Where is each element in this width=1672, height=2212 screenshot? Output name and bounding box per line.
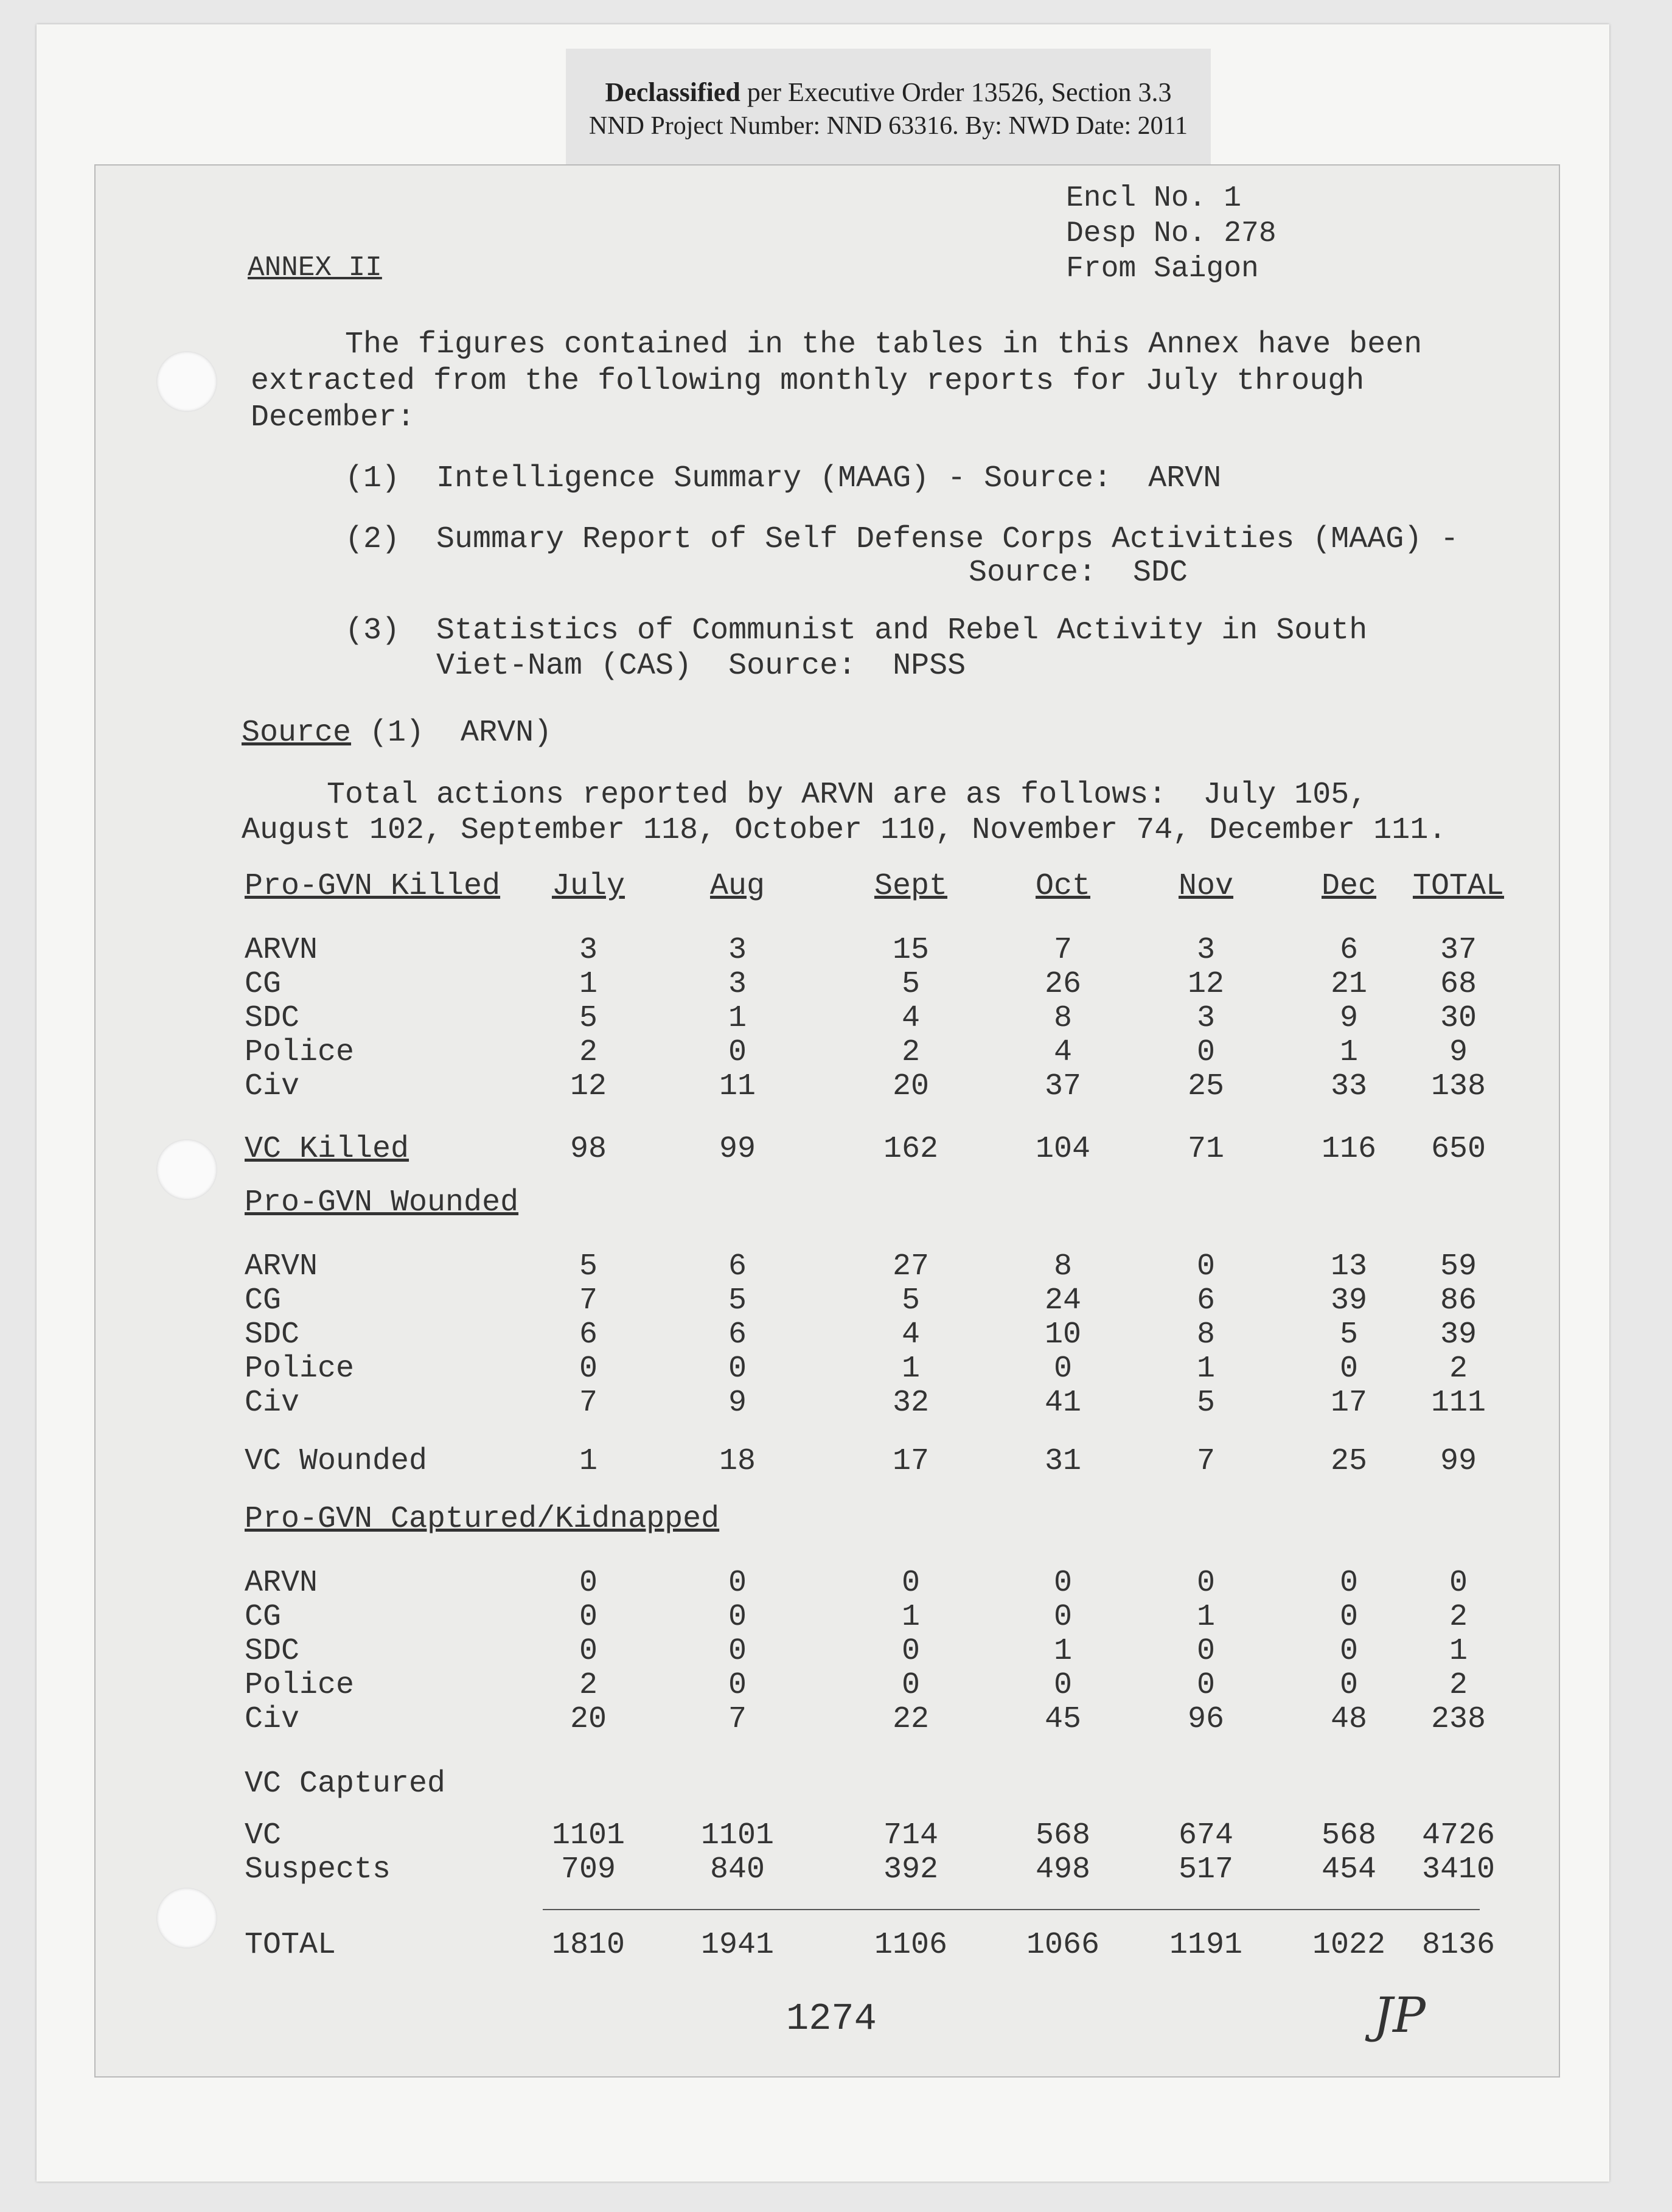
cell: 6 — [728, 1249, 747, 1284]
table-row — [96, 1704, 1559, 1739]
source-2-source: Source: SDC — [969, 556, 1188, 590]
table-header-row — [96, 871, 1559, 905]
source-3-number: (3) — [345, 613, 400, 648]
cell: 111 — [1430, 1386, 1486, 1420]
cell: 0 — [728, 1634, 747, 1669]
row-label: Civ — [245, 1069, 300, 1104]
total-row — [96, 1930, 1559, 1964]
source-1-text: Intelligence Summary (MAAG) - Source: ARVN — [436, 461, 1222, 496]
stamp-order: per Executive Order 13526, Section 3.3 — [740, 77, 1172, 107]
cell: 21 — [1330, 967, 1367, 1002]
cell: 3 — [728, 967, 747, 1002]
table-row — [96, 1283, 1559, 1320]
cell: 4 — [901, 1001, 920, 1036]
cell: 5 — [579, 1001, 597, 1036]
cell: 9 — [728, 1386, 747, 1420]
cell: 1066 — [1026, 1928, 1100, 1963]
table-row — [96, 1568, 1559, 1602]
cell: 2 — [579, 1668, 597, 1703]
source-2-number: (2) — [345, 522, 400, 557]
cell: 41 — [1044, 1386, 1081, 1420]
row-label: Civ — [245, 1386, 300, 1420]
stamp-line-1 — [566, 77, 1211, 108]
table-row — [96, 1670, 1559, 1704]
cell: 39 — [1440, 1317, 1477, 1352]
cell: 3 — [579, 933, 597, 968]
cell: 0 — [579, 1634, 597, 1669]
table-row — [96, 1852, 1559, 1889]
cell: 392 — [883, 1852, 938, 1887]
cell: 0 — [728, 1566, 747, 1600]
cell: 1 — [579, 1444, 597, 1479]
cell: 9 — [1449, 1035, 1468, 1070]
cell: 568 — [1035, 1818, 1090, 1853]
cell: 7 — [579, 1283, 597, 1318]
total-rule — [543, 1909, 1480, 1910]
row-label: Civ — [245, 1702, 300, 1737]
cell: 0 — [728, 1600, 747, 1635]
col-july: July — [551, 869, 625, 904]
page-number: 1274 — [786, 1997, 877, 2040]
cell: 1191 — [1169, 1928, 1243, 1963]
cell: 96 — [1187, 1702, 1224, 1737]
cell: 0 — [1339, 1668, 1358, 1703]
cell: 24 — [1044, 1283, 1081, 1318]
source-heading — [242, 718, 552, 748]
vc-killed-row — [96, 1134, 1559, 1168]
row-label: SDC — [245, 1317, 300, 1352]
handwritten-initials: JP — [1373, 1987, 1426, 2043]
cell: 709 — [560, 1852, 616, 1887]
cell: 32 — [892, 1386, 929, 1420]
row-label: SDC — [245, 1634, 300, 1669]
row-label: VC — [245, 1818, 282, 1853]
row-label: ARVN — [245, 933, 318, 968]
source-2-text: Summary Report of Self Defense Corps Activities (MAAG) - — [436, 522, 1459, 557]
punch-hole — [156, 351, 217, 412]
cell: 517 — [1178, 1852, 1233, 1887]
cell: 0 — [1053, 1352, 1072, 1386]
cell: 3 — [1196, 933, 1215, 968]
cell: 0 — [1339, 1566, 1358, 1600]
cell: 68 — [1440, 967, 1477, 1002]
cell: 12 — [1187, 967, 1224, 1002]
cell: 86 — [1440, 1283, 1477, 1318]
cell: 1810 — [551, 1928, 625, 1963]
cell: 0 — [579, 1600, 597, 1635]
cell: 59 — [1440, 1249, 1477, 1284]
cell: 0 — [1449, 1566, 1468, 1600]
cell: 0 — [1196, 1566, 1215, 1600]
cell: 0 — [579, 1566, 597, 1600]
cell: 13 — [1330, 1249, 1367, 1284]
col-oct: Oct — [1035, 869, 1090, 904]
cell: 6 — [1339, 933, 1358, 968]
cell: 7 — [728, 1702, 747, 1737]
cell: 71 — [1187, 1132, 1224, 1167]
cell: 7 — [1053, 933, 1072, 968]
cell: 8 — [1053, 1001, 1072, 1036]
cell: 0 — [728, 1035, 747, 1070]
cell: 3 — [1196, 1001, 1215, 1036]
cell: 5 — [1196, 1386, 1215, 1420]
row-label: ARVN — [245, 1566, 318, 1600]
cell: 1 — [1053, 1634, 1072, 1669]
cell: 1106 — [874, 1928, 948, 1963]
cell: 39 — [1330, 1283, 1367, 1318]
table-row — [96, 1317, 1559, 1354]
cell: 4 — [901, 1317, 920, 1352]
cell: 0 — [1053, 1566, 1072, 1600]
stamp-line-2: NND Project Number: NND 63316. By: NWD Date: 2011 — [588, 112, 1188, 140]
enclosure-number: Encl No. 1 — [1066, 182, 1242, 215]
cell: 5 — [901, 1283, 920, 1318]
killed-heading: Pro-GVN Killed — [245, 869, 501, 904]
cell: 6 — [1196, 1283, 1215, 1318]
cell: 0 — [1196, 1035, 1215, 1070]
cell: 138 — [1430, 1069, 1486, 1104]
cell: 5 — [579, 1249, 597, 1284]
source-heading-rest: (1) ARVN) — [351, 716, 552, 750]
cell: 5 — [728, 1283, 747, 1318]
document-page — [94, 164, 1560, 2078]
table-row — [96, 935, 1559, 969]
cell: 0 — [1339, 1352, 1358, 1386]
cell: 840 — [709, 1852, 765, 1887]
intro-line-1: The figures contained in the tables in this Annex have been — [345, 327, 1423, 362]
cell: 1022 — [1312, 1928, 1386, 1963]
cell: 1 — [901, 1600, 920, 1635]
cell: 1941 — [700, 1928, 775, 1963]
cell: 15 — [892, 933, 929, 968]
cell: 0 — [1053, 1668, 1072, 1703]
row-label: VC Wounded — [245, 1444, 428, 1479]
row-label: CG — [245, 967, 282, 1002]
from-location: From Saigon — [1066, 253, 1259, 285]
source-3-source: Viet-Nam (CAS) Source: NPSS — [436, 649, 966, 683]
despatch-number: Desp No. 278 — [1066, 217, 1277, 250]
cell: 48 — [1330, 1702, 1367, 1737]
table-row — [96, 1035, 1559, 1072]
source-1-number: (1) — [345, 461, 400, 496]
cell: 1 — [1449, 1634, 1468, 1669]
cell: 0 — [1339, 1634, 1358, 1669]
cell: 98 — [570, 1132, 607, 1167]
cell: 162 — [883, 1132, 938, 1167]
col-total: TOTAL — [1412, 869, 1505, 904]
cell: 2 — [579, 1035, 597, 1070]
cell: 714 — [883, 1818, 938, 1853]
cell: 25 — [1187, 1069, 1224, 1104]
cell: 11 — [719, 1069, 756, 1104]
cell: 8 — [1196, 1317, 1215, 1352]
source-3-text: Statistics of Communist and Rebel Activity in South — [436, 613, 1368, 648]
cell: 1 — [1339, 1035, 1358, 1070]
cell: 17 — [892, 1444, 929, 1479]
cell: 1101 — [700, 1818, 775, 1853]
intro-line-3: December: — [251, 400, 416, 435]
cell: 3410 — [1421, 1852, 1496, 1887]
cell: 2 — [1449, 1352, 1468, 1386]
cell: 5 — [901, 967, 920, 1002]
cell: 4726 — [1421, 1818, 1496, 1853]
cell: 8136 — [1421, 1928, 1496, 1963]
row-label: CG — [245, 1600, 282, 1635]
col-dec: Dec — [1321, 869, 1376, 904]
cell: 27 — [892, 1249, 929, 1284]
cell: 1 — [579, 967, 597, 1002]
cell: 45 — [1044, 1702, 1081, 1737]
actions-line-2: August 102, September 118, October 110, November 74, December 111. — [242, 813, 1447, 848]
row-label: Police — [245, 1352, 355, 1386]
cell: 0 — [1053, 1600, 1072, 1635]
col-aug: Aug — [709, 869, 765, 904]
intro-line-2: extracted from the following monthly reports for July through — [251, 364, 1365, 399]
cell: 116 — [1321, 1132, 1376, 1167]
cell: 31 — [1044, 1444, 1081, 1479]
cell: 0 — [901, 1634, 920, 1669]
table-row — [96, 1602, 1559, 1636]
cell: 1 — [1196, 1352, 1215, 1386]
cell: 99 — [1440, 1444, 1477, 1479]
row-label: Police — [245, 1035, 355, 1070]
cell: 0 — [1196, 1634, 1215, 1669]
row-label: Police — [245, 1668, 355, 1703]
table-row — [96, 1388, 1559, 1422]
cell: 7 — [579, 1386, 597, 1420]
cell: 33 — [1330, 1069, 1367, 1104]
cell: 2 — [1449, 1600, 1468, 1635]
row-label: VC Killed — [245, 1132, 409, 1167]
cell: 9 — [1339, 1001, 1358, 1036]
cell: 0 — [728, 1668, 747, 1703]
cell: 7 — [1196, 1444, 1215, 1479]
cell: 12 — [570, 1069, 607, 1104]
table-row — [96, 1354, 1559, 1388]
cell: 0 — [1196, 1249, 1215, 1284]
cell: 674 — [1178, 1818, 1233, 1853]
table-row — [96, 1249, 1559, 1286]
row-label: Suspects — [245, 1852, 391, 1887]
cell: 568 — [1321, 1818, 1376, 1853]
row-label: SDC — [245, 1001, 300, 1036]
col-sept: Sept — [874, 869, 948, 904]
source-heading-label: Source — [242, 716, 352, 750]
cell: 454 — [1321, 1852, 1376, 1887]
cell: 99 — [719, 1132, 756, 1167]
cell: 3 — [728, 933, 747, 968]
cell: 498 — [1035, 1852, 1090, 1887]
actions-line-1: Total actions reported by ARVN are as follows: July 105, — [327, 778, 1368, 812]
cell: 25 — [1330, 1444, 1367, 1479]
cell: 18 — [719, 1444, 756, 1479]
cell: 104 — [1035, 1132, 1090, 1167]
wounded-heading: Pro-GVN Wounded — [245, 1185, 519, 1220]
col-nov: Nov — [1178, 869, 1233, 904]
cell: 1 — [728, 1001, 747, 1036]
table-row — [96, 1069, 1559, 1106]
vc-captured-heading: VC Captured — [245, 1767, 446, 1801]
cell: 8 — [1053, 1249, 1072, 1284]
cell: 0 — [1196, 1668, 1215, 1703]
captured-heading: Pro-GVN Captured/Kidnapped — [245, 1502, 720, 1537]
cell: 0 — [728, 1352, 747, 1386]
row-label: ARVN — [245, 1249, 318, 1284]
declassification-stamp — [566, 49, 1211, 164]
cell: 650 — [1430, 1132, 1486, 1167]
cell: 6 — [728, 1317, 747, 1352]
cell: 20 — [570, 1702, 607, 1737]
cell: 0 — [901, 1668, 920, 1703]
cell: 2 — [901, 1035, 920, 1070]
cell: 37 — [1440, 933, 1477, 968]
cell: 30 — [1440, 1001, 1477, 1036]
cell: 2 — [1449, 1668, 1468, 1703]
table-row — [96, 1818, 1559, 1855]
table-row — [96, 969, 1559, 1003]
cell: 37 — [1044, 1069, 1081, 1104]
cell: 238 — [1430, 1702, 1486, 1737]
cell: 17 — [1330, 1386, 1367, 1420]
cell: 6 — [579, 1317, 597, 1352]
cell: 10 — [1044, 1317, 1081, 1352]
cell: 22 — [892, 1702, 929, 1737]
table-row — [96, 1003, 1559, 1038]
cell: 5 — [1339, 1317, 1358, 1352]
cell: 0 — [901, 1566, 920, 1600]
cell: 1 — [1196, 1600, 1215, 1635]
cell: 1101 — [551, 1818, 625, 1853]
cell: 0 — [579, 1352, 597, 1386]
row-label: CG — [245, 1283, 282, 1318]
table-row — [96, 1636, 1559, 1670]
cell: 0 — [1339, 1600, 1358, 1635]
cell: 1 — [901, 1352, 920, 1386]
cell: 26 — [1044, 967, 1081, 1002]
annex-title: ANNEX II — [248, 252, 382, 284]
stamp-declassified: Declassified — [605, 77, 740, 107]
cell: 20 — [892, 1069, 929, 1104]
row-label: TOTAL — [245, 1928, 336, 1963]
vc-wounded-row — [96, 1446, 1559, 1481]
cell: 4 — [1053, 1035, 1072, 1070]
